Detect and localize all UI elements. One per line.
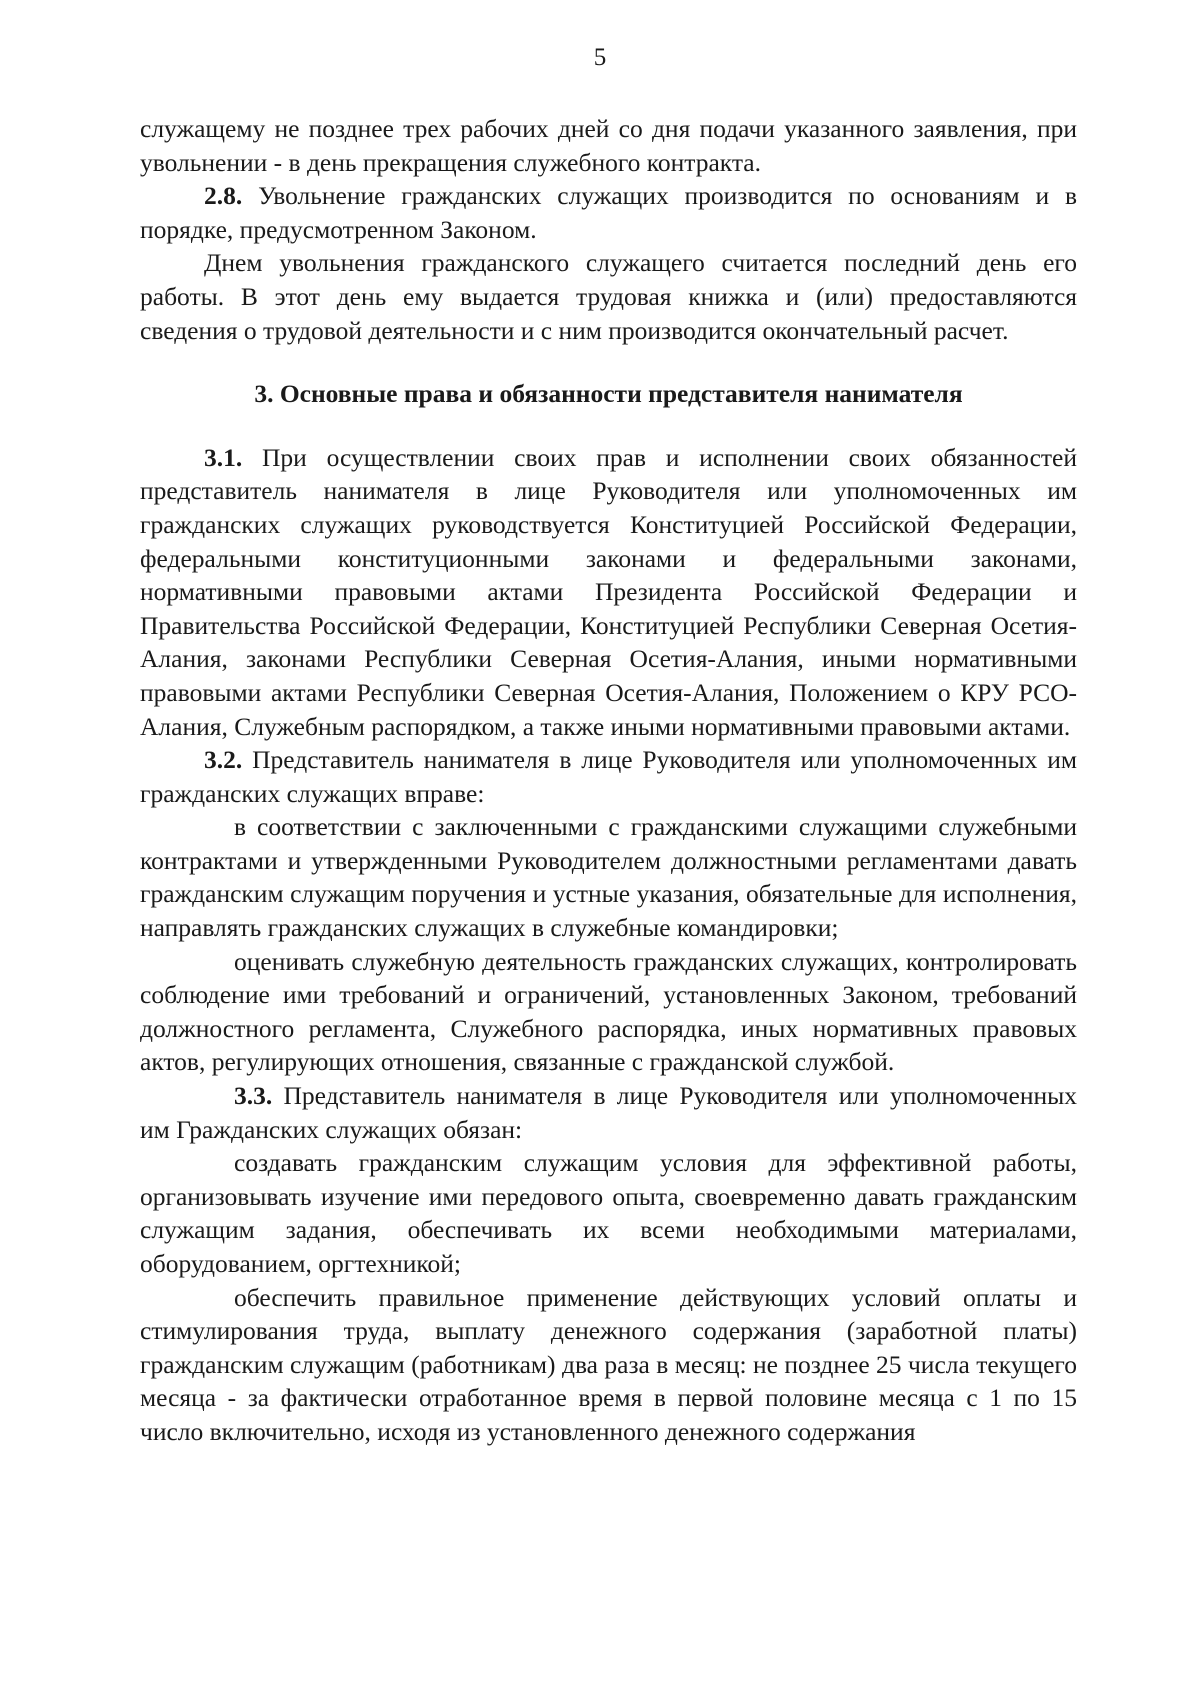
section-heading: 3. Основные права и обязанности представителя нанимателя — [254, 379, 963, 409]
paragraph-continuation: служащему не позднее трех рабочих дней со дня подачи указанного заявления, при увольнении - в день прекращения служебного контракта. — [140, 114, 1077, 177]
clause-number: 3.1. — [204, 442, 243, 472]
paragraph-right-evaluate: оценивать служебную деятельность гражданских служащих, контролировать соблюдение ими требований и ограничений, установленных Законом, требований должностного регламента, Служебного распорядка, иных нормативных правовых актов, регулирующих отношения, связанные с гражданской службой. — [140, 946, 1077, 1077]
paragraph-3-3: 3.3. Представитель нанимателя в лице Руководителя или уполномоченных им Гражданских служащих обязан: — [140, 1081, 1077, 1144]
paragraph-dismissal-day: Днем увольнения гражданского служащего считается последний день его работы. В этот день ему выдается трудовая книжка и (или) предоставляются сведения о трудовой деятельности и с ним производится окончательный расчет. — [140, 248, 1077, 345]
paragraph-2-8: 2.8. Увольнение гражданских служащих производится по основаниям и в порядке, предусмотренном Законом. — [140, 181, 1077, 244]
paragraph-right-orders: в соответствии с заключенными с гражданскими служащими служебными контрактами и утвержденными Руководителем должностными регламентами давать гражданским служащим поручения и устные указания, обязательные для исполнения, направлять гражданских служащих в служебные командировки; — [140, 812, 1077, 943]
clause-number: 3.3. — [234, 1081, 273, 1111]
clause-number: 2.8. — [204, 181, 243, 211]
paragraph-duty-conditions: создавать гражданским служащим условия для эффективной работы, организовывать изучение ими передового опыта, своевременно давать гражданским служащим задания, обеспечивать их всеми необходимыми материалами, оборудованием, оргтехникой; — [140, 1148, 1077, 1278]
paragraph-3-2: 3.2. Представитель нанимателя в лице Руководителя или уполномоченных им гражданских служащих вправе: — [140, 745, 1077, 808]
paragraph-3-1: 3.1. При осуществлении своих прав и исполнении своих обязанностей представитель нанимателя в лице Руководителя или уполномоченных им гражданских служащих руководствуется Конституцией Российской Федерации, федеральными конституционными законами и федеральными законами, нормативными правовыми актами Президента Российской Федерации и Правительства Российской Федерации, Конституцией Республики Северная Осетия-Алания, законами Республики Северная Осетия-Алания, иными нормативными правовыми актами Республики Северная Осетия-Алания, Положением о КРУ РСО-Алания, Служебным распорядком, а также иными нормативными правовыми актами. — [140, 442, 1077, 741]
page-number: 5 — [593, 44, 607, 71]
document-body — [140, 112, 1077, 1449]
clause-number: 3.2. — [204, 745, 243, 775]
paragraph-duty-payment: обеспечить правильное применение действующих условий оплаты и стимулирования труда, выплату денежного содержания (заработной платы) гражданским служащим (работникам) два раза в месяц: не позднее 25 числа текущего месяца - за фактически отработанное время в первой половине месяца с 1 по 15 число включительно, исходя из установленного денежного содержания — [140, 1282, 1077, 1446]
